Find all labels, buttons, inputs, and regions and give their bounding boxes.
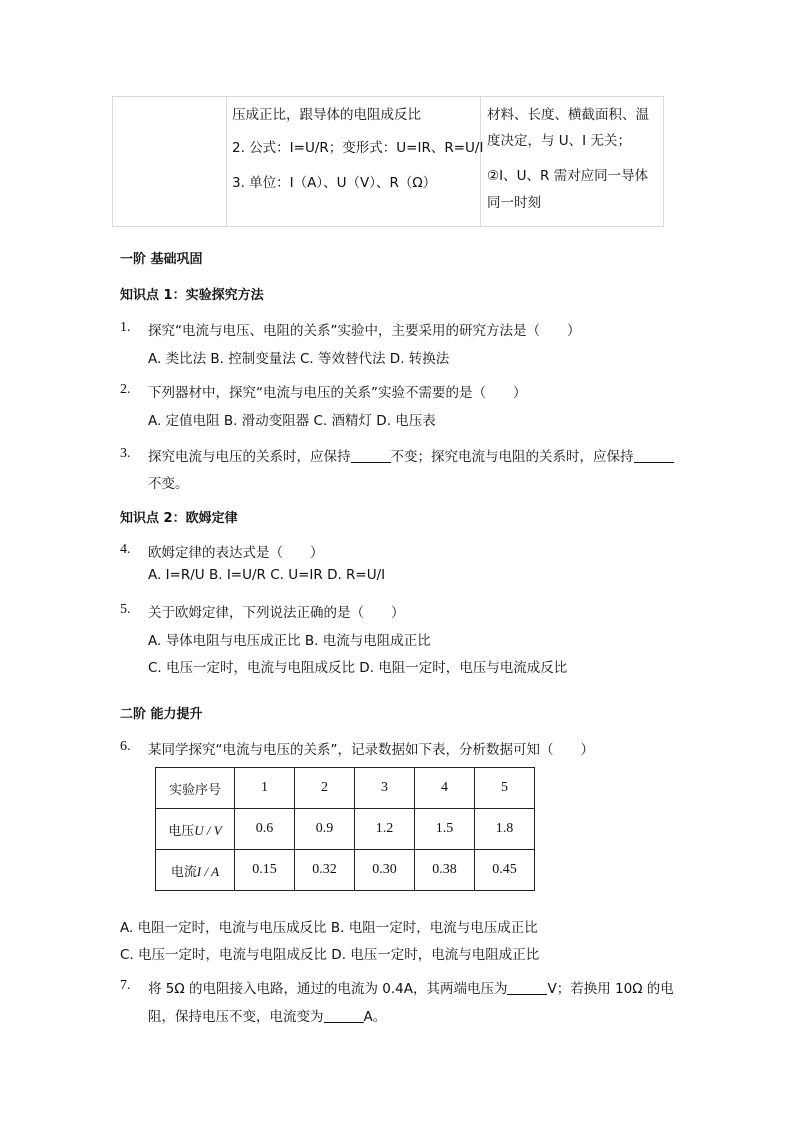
summary-line: 材料、长度、横截面积、温: [487, 107, 649, 123]
table-header-cell: [156, 850, 235, 891]
question-number: 3.: [120, 446, 131, 461]
table-cell: 0.9: [295, 809, 355, 850]
section-title-advanced: 二阶 能力提升: [120, 707, 203, 722]
answer-blank[interactable]: [324, 1008, 364, 1023]
summary-line: 同一时刻: [487, 195, 541, 211]
question-number: 5.: [120, 602, 131, 617]
current-symbol: I / A: [196, 863, 220, 879]
voltage-symbol: U / V: [194, 822, 222, 838]
summary-col-2: [226, 97, 484, 226]
question-1-text: 探究“电流与电压、电阻的关系”实验中，主要采用的研究方法是（ ）: [148, 323, 581, 339]
summary-line: 压成正比，跟导体的电阻成反比: [232, 107, 421, 123]
table-cell: 0.32: [295, 850, 355, 891]
table-header-cell: 实验序号: [156, 768, 235, 809]
table-cell: 1.8: [475, 809, 535, 850]
summary-line: 度决定，与 U、I 无关；: [487, 133, 631, 149]
table-row: [156, 850, 535, 891]
question-5-text: 关于欧姆定律，下列说法正确的是（ ）: [148, 605, 405, 621]
question-6-options-2: C. 电压一定时，电流与电阻成反比 D. 电压一定时，电流与电阻成正比: [120, 947, 540, 963]
question-7-text-a: 将 5Ω 的电阻接入电路，通过的电流为 0.4A，其两端电压为: [148, 981, 508, 997]
table-cell: 0.15: [235, 850, 295, 891]
answer-blank[interactable]: [634, 448, 674, 463]
answer-blank[interactable]: [351, 448, 391, 463]
question-7-text-d: A。: [363, 1009, 387, 1025]
question-1-options: A. 类比法 B. 控制变量法 C. 等效替代法 D. 转换法: [148, 351, 450, 367]
question-3-text-c: 不变。: [148, 476, 189, 492]
question-6-text: 某同学探究“电流与电压的关系”，记录数据如下表，分析数据可知（ ）: [148, 742, 594, 758]
question-4-options: A. I=R/U B. I=U/R C. U=IR D. R=U/I: [148, 567, 386, 583]
question-5-options-1: A. 导体电阻与电压成正比 B. 电流与电阻成正比: [148, 633, 431, 649]
question-3-text-a: 探究电流与电压的关系时，应保持: [148, 449, 351, 465]
table-cell: 5: [475, 768, 535, 809]
table-cell: 0.38: [415, 850, 475, 891]
summary-line: 3. 单位：I（A）、U（V）、R（Ω）: [232, 175, 437, 191]
question-3-text-b: 不变；探究电流与电阻的关系时，应保持: [390, 449, 634, 465]
question-number: 4.: [120, 542, 131, 557]
table-cell: 0.30: [355, 850, 415, 891]
table-row: [156, 809, 535, 850]
table-cell: 2: [295, 768, 355, 809]
question-3-line-1: [148, 445, 674, 465]
question-number: 2.: [120, 382, 131, 397]
question-number: 7.: [120, 978, 131, 993]
question-number: 1.: [120, 320, 131, 335]
table-cell: 1.2: [355, 809, 415, 850]
summary-line: 2. 公式：I=U/R；变形式：U=IR、R=U/I: [232, 140, 484, 156]
summary-line: ②I、U、R 需对应同一导体: [487, 168, 649, 184]
answer-blank[interactable]: [507, 980, 547, 995]
table-cell: 0.6: [235, 809, 295, 850]
table-cell: 4: [415, 768, 475, 809]
knowledge-point-1: 知识点 1：实验探究方法: [120, 288, 264, 303]
table-cell: 1: [235, 768, 295, 809]
current-label: 电流: [170, 864, 197, 880]
question-7-line-2: [148, 1005, 386, 1025]
table-row: [156, 768, 535, 809]
summary-col-1: [113, 97, 227, 226]
question-7-text-c: 阻，保持电压不变，电流变为: [148, 1009, 324, 1025]
question-6-options-1: A. 电阻一定时，电流与电压成反比 B. 电阻一定时，电流与电压成正比: [120, 920, 538, 936]
voltage-label: 电压: [168, 823, 195, 839]
question-7-text-b: V；若换用 10Ω 的电: [547, 981, 674, 997]
section-title-basic: 一阶 基础巩固: [120, 252, 203, 267]
table-cell: 0.45: [475, 850, 535, 891]
question-4-text: 欧姆定律的表达式是（ ）: [148, 545, 324, 561]
knowledge-point-2: 知识点 2：欧姆定律: [120, 511, 238, 526]
data-table: [155, 767, 535, 891]
question-5-options-2: C. 电压一定时，电流与电阻成反比 D. 电阻一定时，电压与电流成反比: [148, 660, 568, 676]
question-2-options: A. 定值电阻 B. 滑动变阻器 C. 酒精灯 D. 电压表: [148, 413, 436, 429]
summary-col-3: [480, 97, 664, 226]
table-cell: 1.5: [415, 809, 475, 850]
question-2-text: 下列器材中，探究“电流与电压的关系”实验不需要的是（ ）: [148, 385, 527, 401]
question-number: 6.: [120, 739, 131, 754]
table-header-cell: [156, 809, 235, 850]
table-cell: 3: [355, 768, 415, 809]
question-7-line-1: [148, 977, 674, 997]
summary-table: [112, 96, 664, 227]
